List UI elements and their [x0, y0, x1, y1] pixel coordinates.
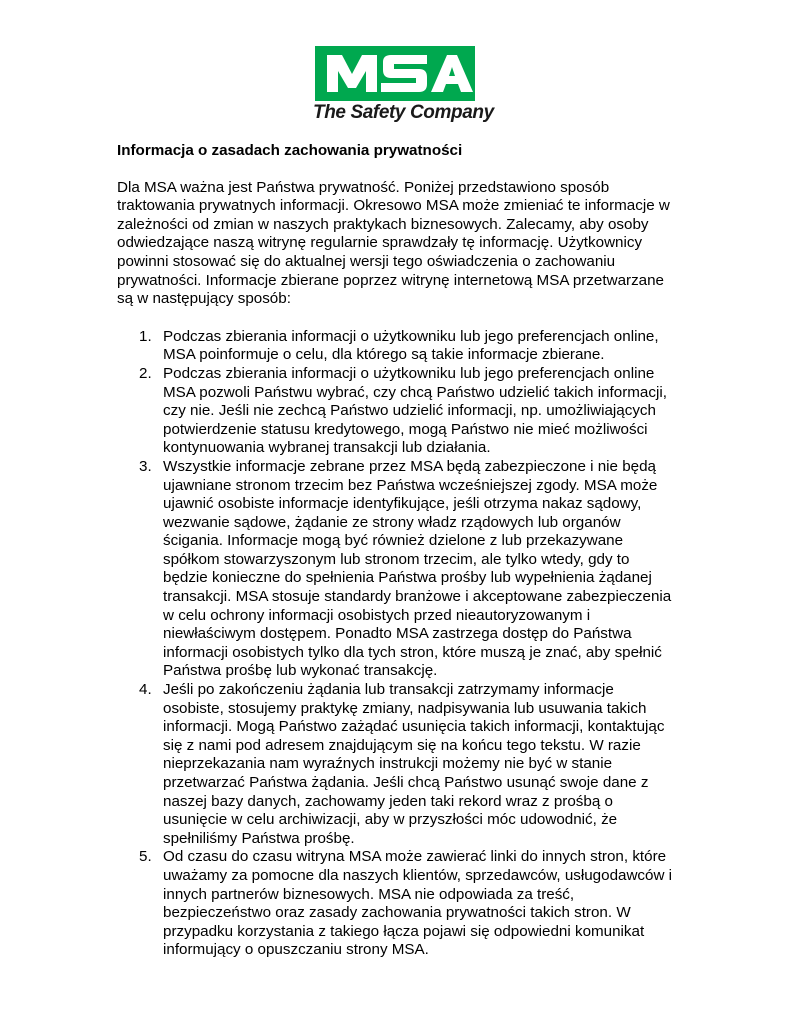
- msa-letters-graphic: [315, 46, 475, 101]
- list-item-number: 4.: [139, 681, 152, 699]
- list-item-number: 2.: [139, 364, 152, 382]
- list-item: [117, 848, 677, 960]
- list-item-text: Jeśli po zakończeniu żądania lub transakcji zatrzymamy informacje osobiste, stosujemy praktykę zmiany, nadpisywania lub usuwania takich informacji. Mogą Państwo zażądać usunięcia takich informacji, kontaktując się z nami pod adresem znajdującym się na końcu tego tekstu. W razie nieprzekazania nam wyraźnych instrukcji możemy nie być w stanie przetwarzać Państwa żądania. Jeśli chcą Państwo usunąć swoje dane z naszej bazy danych, zachowamy jeden taki rekord wraz z prośbą o usunięcie w celu archiwizacji, aby w przyszłości móc udowodnić, że spełniliśmy Państwa prośbę.: [163, 681, 665, 847]
- list-item: [117, 681, 677, 848]
- list-item-text: Podczas zbierania informacji o użytkowniku lub jego preferencjach online MSA pozwoli Państwu wybrać, czy chcą Państwo udzielić takich informacji, czy nie. Jeśli nie zechcą Państwo udzielić informacji, np. umożliwiających potwierdzenie statusu kredytowego, mogą Państwo nie mieć możliwości kontynuowania wybranej transakcji lub działania.: [163, 364, 667, 457]
- msa-logo-mark: [315, 46, 475, 101]
- msa-logo: [313, 46, 494, 130]
- list-item: [117, 365, 677, 458]
- logo-tagline: The Safety Company: [313, 102, 494, 123]
- list-item-text: Od czasu do czasu witryna MSA może zawierać linki do innych stron, które uważamy za pomocne dla naszych klientów, sprzedawców, usługodawców i innych partnerów biznesowych. MSA nie odpowiada za treść, bezpieczeństwo oraz zasady zachowania prywatności takich stron. W przypadku korzystania z takiego łącza pojawi się odpowiedni komunikat informujący o opuszczaniu strony MSA.: [163, 848, 673, 959]
- document-body: [117, 142, 677, 960]
- list-item-number: 1.: [139, 327, 152, 345]
- list-item: [117, 328, 677, 365]
- intro-paragraph: Dla MSA ważna jest Państwa prywatność. Poniżej przedstawiono sposób traktowania prywatnych informacji. Okresowo MSA może zmieniać te informacje w zależności od zmian w naszych praktykach biznesowych. Zalecamy, aby osoby odwiedzające naszą witrynę regularnie sprawdzały tę informację. Użytkownicy powinni stosować się do aktualnej wersji tego oświadczenia o zachowaniu prywatności. Informacje zbierane poprzez witrynę internetową MSA przetwarzane są w następujący sposób:: [117, 178, 670, 308]
- numbered-list: [117, 328, 677, 960]
- list-item-text: Podczas zbierania informacji o użytkowniku lub jego preferencjach online, MSA poinformuje o celu, dla którego są takie informacje zbierane.: [163, 327, 659, 364]
- list-item-number: 3.: [139, 457, 152, 475]
- list-item-text: Wszystkie informacje zebrane przez MSA będą zabezpieczone i nie będą ujawniane stronom trzecim bez Państwa wcześniejszej zgody. MSA może ujawnić osobiste informacje identyfikujące, jeśli otrzyma nakaz sądowy, wezwanie sądowe, żądanie ze strony władz rządowych lub organów ścigania. Informacje mogą być również dzielone z lub przekazywane spółkom stowarzyszonym lub stronom trzecim, ale tylko wtedy, gdy to będzie konieczne do spełnienia Państwa prośby lub wypełnienia żądanej transakcji. MSA stosuje standardy branżowe i akceptowane zabezpieczenia w celu ochrony informacji osobistych przed nieautoryzowanym i niewłaściwym dostępem. Ponadto MSA zastrzega dostęp do Państwa informacji osobistych tylko dla tych stron, które muszą je znać, aby spełnić Państwa prośbę lub wykonać transakcję.: [163, 457, 672, 680]
- document-title: Informacja o zasadach zachowania prywatności: [117, 142, 463, 159]
- list-item: [117, 458, 677, 681]
- list-item-number: 5.: [139, 848, 152, 866]
